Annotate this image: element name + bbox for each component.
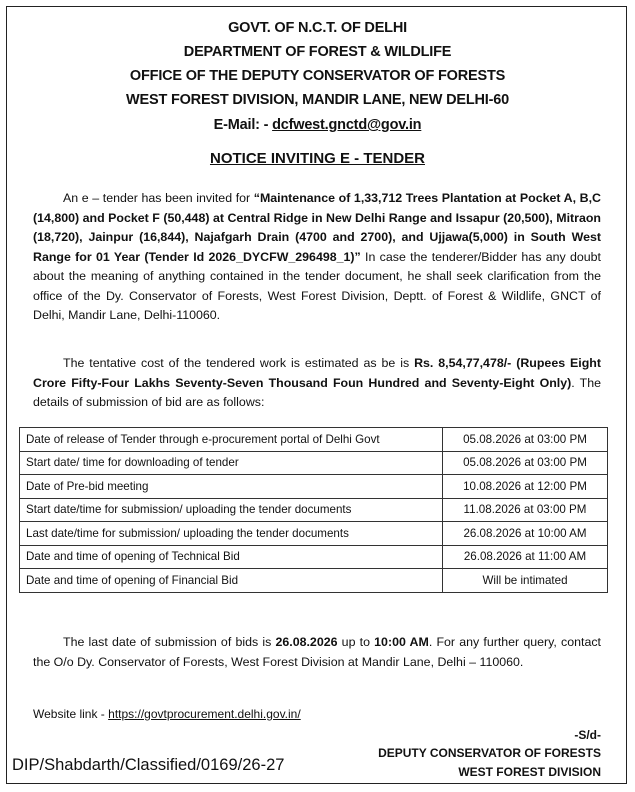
cost-paragraph xyxy=(33,354,601,413)
last-date-paragraph xyxy=(33,633,601,672)
header-govt: GOVT. OF N.C.T. OF DELHI xyxy=(228,20,407,36)
email-label: E-Mail: - xyxy=(213,117,273,133)
schedule-datetime: 10.08.2026 at 12:00 PM xyxy=(443,475,608,499)
table-row xyxy=(20,428,608,452)
estimated-cost: Rs. 8,54,77,478/- (Rupees Eight Crore Fifty-Four Lakhs Seventy-Seven Thousand Foun Hundred and Seventy-Eight Only) xyxy=(33,356,601,390)
schedule-event: Start date/time for submission/ uploading the tender documents xyxy=(20,498,443,522)
schedule-datetime: Will be intimated xyxy=(443,569,608,593)
para1-intro: An e – tender has been invited for xyxy=(63,191,254,205)
last-date: 26.08.2026 xyxy=(275,635,338,649)
para3-rest: . For any further query, contact the O/o Dy. Conservator of Forests, West Forest Division at Mandir Lane, Delhi – 110060. xyxy=(33,635,602,669)
header-email xyxy=(0,117,635,133)
schedule-datetime: 05.08.2026 at 03:00 PM xyxy=(443,451,608,475)
work-title: “Maintenance of 1,33,712 Trees Plantation at Pocket A, B,C (14,800) and Pocket F (50,448) at Central Ridge in New Delhi Range and Issapur (20,500), Mitraon (18,720), Jainpur (16,844), Najafgarh Drain (4700 and 2700), and Ujjawa(5,000) in South West Range for 01 Year (Tender Id 2026_DYCFW_296498_1)” xyxy=(33,191,601,264)
website-link[interactable]: https://govtprocurement.delhi.gov.in/ xyxy=(108,707,301,721)
dip-reference: DIP/Shabdarth/Classified/0169/26-27 xyxy=(12,756,285,774)
table-row xyxy=(20,475,608,499)
schedule-event: Date of release of Tender through e-procurement portal of Delhi Govt xyxy=(20,428,443,452)
schedule-event: Date of Pre-bid meeting xyxy=(20,475,443,499)
schedule-event: Date and time of opening of Financial Bid xyxy=(20,569,443,593)
schedule-datetime: 26.08.2026 at 11:00 AM xyxy=(443,545,608,569)
signed-mark: -S/d- xyxy=(574,728,601,742)
schedule-datetime: 05.08.2026 at 03:00 PM xyxy=(443,428,608,452)
table-row xyxy=(20,451,608,475)
schedule-datetime: 26.08.2026 at 10:00 AM xyxy=(443,522,608,546)
table-row xyxy=(20,522,608,546)
para3-mid: up to xyxy=(337,635,375,649)
signatory-division: WEST FOREST DIVISION xyxy=(458,765,601,779)
notice-title: NOTICE INVITING E - TENDER xyxy=(209,150,425,167)
signatory-designation: DEPUTY CONSERVATOR OF FORESTS xyxy=(378,746,601,760)
schedule-event: Last date/time for submission/ uploading the tender documents xyxy=(20,522,443,546)
para2-intro: The tentative cost of the tendered work is estimated as be is xyxy=(63,356,415,370)
email-address: dcfwest.gnctd@gov.in xyxy=(272,117,422,133)
tender-description xyxy=(33,189,601,326)
header-department: DEPARTMENT OF FOREST & WILDLIFE xyxy=(183,44,452,60)
header-division-address: WEST FOREST DIVISION, MANDIR LANE, NEW DELHI-60 xyxy=(126,92,509,108)
schedule-table xyxy=(19,427,608,593)
header-office: OFFICE OF THE DEPUTY CONSERVATOR OF FORESTS xyxy=(129,68,506,84)
schedule-event: Start date/ time for downloading of tender xyxy=(20,451,443,475)
website-label: Website link - xyxy=(33,707,109,721)
table-row xyxy=(20,498,608,522)
table-row xyxy=(20,569,608,593)
schedule-event: Date and time of opening of Technical Bid xyxy=(20,545,443,569)
table-row xyxy=(20,545,608,569)
para2-rest: . The details of submission of bid are as follows: xyxy=(33,375,602,409)
schedule-datetime: 11.08.2026 at 03:00 PM xyxy=(443,498,608,522)
website-line xyxy=(33,707,301,721)
last-time: 10:00 AM xyxy=(374,635,429,649)
para3-intro: The last date of submission of bids is xyxy=(63,635,276,649)
para1-rest: In case the tenderer/Bidder has any doubt about the meaning of anything contained in the tender document, he shall seek clarification from the office of the Dy. Conservator of Forests, West Forest Division, Deptt. of Forest & Wildlife, GNCT of Delhi, Mandir Lane, Delhi-110060. xyxy=(33,249,602,322)
